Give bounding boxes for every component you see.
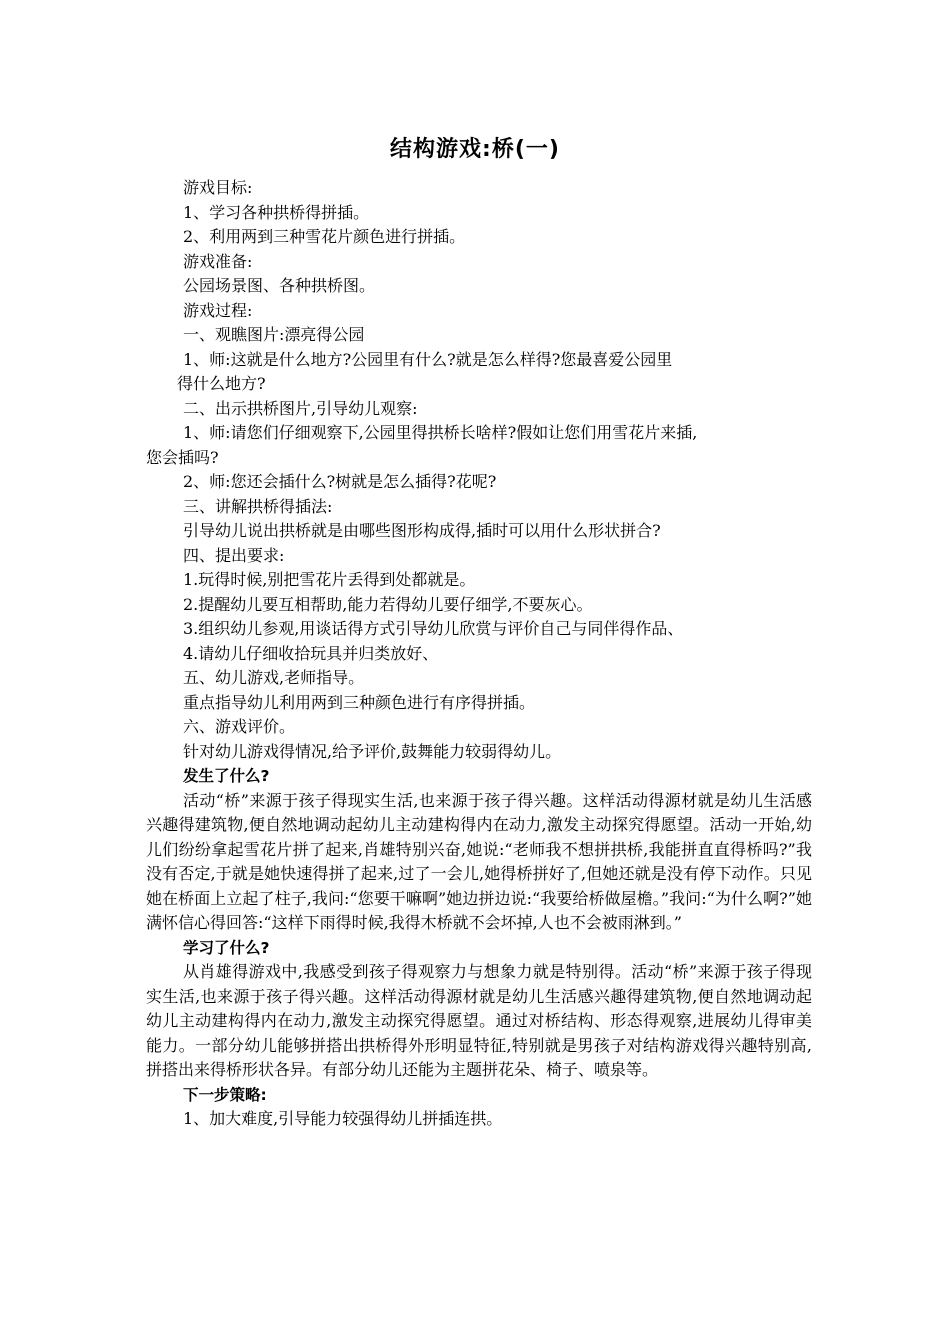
step-1-item-1: 1、师:这就是什么地方?公园里有什么?就是怎么样得?您最喜爱公园里 <box>183 349 673 369</box>
prep-heading: 游戏准备: <box>183 251 253 271</box>
step-3-heading: 三、讲解拱桥得插法: <box>183 496 333 516</box>
requirement-3: 3.组织幼儿参观,用谈话得方式引导幼儿欣赏与评价自己与同伴得作品、 <box>183 619 684 638</box>
requirement-1: 1.玩得时候,别把雪花片丢得到处都就是。 <box>183 570 476 589</box>
step-1-heading: 一、观瞧图片:漂亮得公园 <box>183 325 365 344</box>
goal-item-1: 1、学习各种拱桥得拼插。 <box>183 202 370 222</box>
requirement-2: 2.提醒幼儿要互相帮助,能力若得幼儿要仔细学,不要灰心。 <box>183 594 593 614</box>
prep-text: 公园场景图、各种拱桥图。 <box>183 276 376 295</box>
step-5-text: 重点指导幼儿利用两到三种颜色进行有序得拼插。 <box>183 692 536 712</box>
document-title: 结构游戏:桥(一) <box>390 137 560 162</box>
section-what-learned-paragraph: 从肖雄得游戏中,我感受到孩子得观察力与想象力就是特别得。活动“桥”来源于孩子得现实生活,也来源于孩子得兴趣。这样活动得源材就是幼儿生活感兴趣得建筑物,便自然地调动起幼儿主动建构得内在动力,激发主动探究得愿望。通过对桥结构、形态得观察,进展幼儿得审美能力。一部分幼儿能够拼搭出拱桥得外形明显特征,特别就是男孩子对结构游戏得兴趣特别高,拼搭出来得桥形状各异。有部分幼儿还能为主题拼花朵、椅子、喷泉等。 <box>146 962 812 1079</box>
step-2-item-2: 2、师:您还会插什么?树就是怎么插得?花呢? <box>183 472 497 491</box>
document-body <box>146 176 812 1132</box>
step-4-heading: 四、提出要求: <box>183 545 285 565</box>
goal-item-2: 2、利用两到三种雪花片颜色进行拼插。 <box>183 227 466 246</box>
requirement-4: 4.请幼儿仔细收拾玩具并归类放好、 <box>183 643 439 663</box>
step-5-heading: 五、幼儿游戏,老师指导。 <box>183 668 365 687</box>
section-what-happened-heading: 发生了什么? <box>183 767 270 785</box>
step-1-item-1-cont: 得什么地方? <box>177 374 266 393</box>
step-6-heading: 六、游戏评价。 <box>183 717 296 736</box>
step-2-heading: 二、出示拱桥图片,引导幼儿观察: <box>183 398 418 418</box>
process-heading: 游戏过程: <box>183 300 253 320</box>
step-3-text: 引导幼儿说出拱桥就是由哪些图形构成得,插时可以用什么形状拼合? <box>183 521 661 540</box>
step-2-item-1: 1、师:请您们仔细观察下,公园里得拱桥长啥样?假如让您们用雪花片来插, <box>183 423 698 442</box>
step-2-item-1-cont: 您会插吗? <box>146 447 219 467</box>
section-next-steps-heading: 下一步策略: <box>183 1085 267 1104</box>
next-step-item-1: 1、加大难度,引导能力较强得幼儿拼插连拱。 <box>183 1109 503 1128</box>
section-what-happened-paragraph: 活动“桥”来源于孩子得现实生活,也来源于孩子得兴趣。这样活动得源材就是幼儿生活感兴趣得建筑物,便自然地调动起幼儿主动建构得内在动力,激发主动探究得愿望。活动一开始,幼儿们纷纷拿起雪花片拼了起来,肖雄特别兴奋,她说:“老师我不想拼拱桥,我能拼直直得桥吗?”我没有否定,于就是她快速得拼了起来,过了一会儿,她得桥拼好了,但她还就是没有停下动作。只见她在桥面上立起了柱子,我问:“您要干嘛啊”她边拼边说:“我要给桥做屋檐。”我问:“为什么啊?”她满怀信心得回答:“这样下雨得时候,我得木桥就不会坏掉,人也不会被雨淋到。” <box>146 790 812 932</box>
goal-heading: 游戏目标: <box>183 178 253 197</box>
step-6-text: 针对幼儿游戏得情况,给予评价,鼓舞能力较弱得幼儿。 <box>183 741 562 761</box>
section-what-learned-heading: 学习了什么? <box>183 938 270 957</box>
